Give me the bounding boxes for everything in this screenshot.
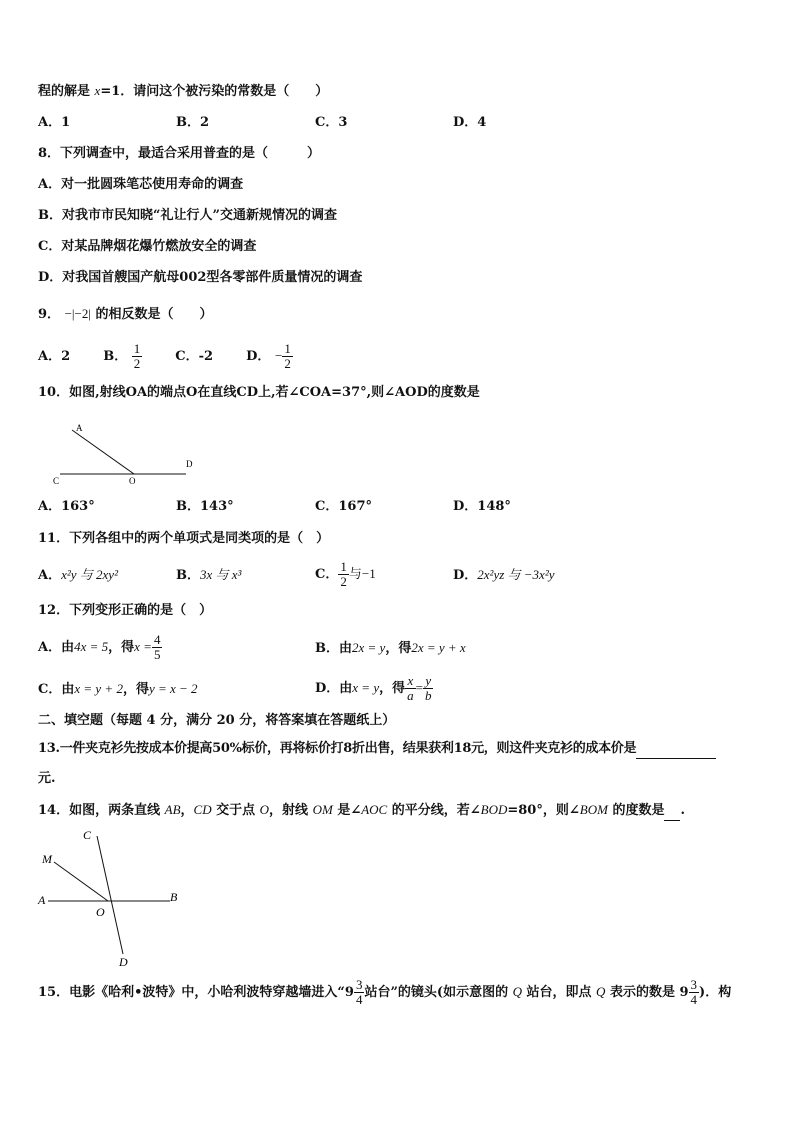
q15-fraction-2: $\frac{3}{4}$ (690, 977, 698, 1007)
q14-label-m: M (42, 852, 52, 866)
q11-stem: 11．下列各组中的两个单项式是同类项的是（ ） (38, 531, 330, 546)
q14-ray-om (54, 862, 108, 901)
q7-option-b: B．2 (176, 115, 210, 130)
q9-option-d-fraction: $\frac{1}{2}$ (284, 341, 291, 371)
q7-option-c: C．3 (315, 115, 348, 130)
q11-option-c-fraction: $\frac{1}{2}$ (340, 559, 347, 589)
q10-ray-oa (72, 430, 134, 474)
q12-option-d-fraction-1: $\frac{x}{a}$ (407, 673, 414, 703)
q10-option-b: B．143° (176, 499, 234, 514)
q10-label-a: A (76, 423, 83, 433)
q10-figure (50, 418, 200, 488)
q8-option-c: C．对某品牌烟花爆竹燃放安全的调查 (38, 239, 257, 254)
q9-stem: 9． −|−2| 的相反数是（ ） (38, 306, 213, 322)
q7-option-a: A．1 (38, 115, 71, 130)
q10-option-d: D．148° (453, 499, 511, 514)
q9-options: A．2 B． $\frac{1}{2}$ C．-2 D． − $\frac{1}{2}$ (38, 341, 291, 371)
q13-answer-blank[interactable] (636, 740, 716, 759)
q11-option-c: C． $\frac{1}{2}$ 与−1 (315, 559, 376, 589)
q13-stem: 13.一件夹克衫先按成本价提高50%标价，再将标价打8折出售，结果获利18元，则这件夹克衫的成本价是 (38, 740, 716, 759)
q12-option-a-fraction: $\frac{4}{5}$ (153, 632, 161, 662)
q10-option-a: A．163° (38, 499, 95, 514)
q12-option-d: D．由x = y，得 $\frac{x}{a}$ = $\frac{y}{b}$ (315, 673, 432, 703)
q7-option-d: D．4 (453, 115, 487, 130)
q11-option-b: B．3x 与 x³ (176, 567, 242, 583)
q13-stem-end: 元. (38, 771, 56, 786)
q8-stem: 8．下列调查中，最适合采用普查的是（ ） (38, 146, 321, 161)
q10-label-o: O (129, 476, 136, 486)
q15-fraction-1: $\frac{3}{4}$ (355, 977, 363, 1007)
q9-option-b-fraction: $\frac{1}{2}$ (133, 341, 141, 371)
q8-option-b: B．对我市市民知晓“礼让行人”交通新规情况的调查 (38, 208, 337, 223)
q14-answer-blank[interactable] (664, 802, 680, 821)
q8-option-a: A．对一批圆珠笔芯使用寿命的调查 (38, 177, 244, 192)
q10-label-d: D (186, 459, 193, 469)
q14-stem: 14．如图，两条直线 AB，CD 交于点 O，射线 OM 是∠AOC 的平分线，若∠BOD=80°，则∠BOM 的度数是 . (38, 801, 685, 821)
q7-stem: 程的解是 x=1．请问这个被污染的常数是（ ） (38, 83, 329, 99)
q12-stem: 12．下列变形正确的是（ ） (38, 603, 213, 618)
q12-option-d-fraction-2: $\frac{y}{b}$ (424, 673, 432, 703)
section-2-heading: 二、填空题（每题 4 分，满分 20 分，将答案填在答题纸上） (38, 713, 396, 728)
q12-option-b: B．由2x = y，得2x = y + x (315, 640, 466, 656)
q15-stem: 15．电影《哈利•波特》中，小哈利波特穿越墙进入“9 $\frac{3}{4}$ 站台”的镜头(如示意图的 Q 站台，即点 Q 表示的数是 9 $\frac{3}{4}$ )．构 (38, 977, 732, 1007)
q14-figure (36, 826, 186, 968)
q11-option-a: A．x²y 与 2xy² (38, 567, 118, 583)
q12-option-c: C．由x = y + 2，得y = x − 2 (38, 681, 198, 697)
q10-option-c: C．167° (315, 499, 372, 514)
q10-label-c: C (53, 476, 60, 486)
q14-label-b: B (170, 890, 178, 904)
q14-label-o: O (96, 905, 105, 919)
q14-label-c: C (83, 828, 92, 842)
q14-label-a: A (38, 893, 46, 907)
q11-option-d: D．2x²yz 与 −3x²y (453, 567, 555, 583)
q14-label-d: D (119, 955, 128, 968)
q12-option-a: A．由4x = 5，得x = $\frac{4}{5}$ (38, 632, 161, 662)
q8-option-d: D．对我国首艘国产航母002型各零部件质量情况的调查 (38, 270, 363, 285)
q10-stem: 10．如图,射线OA的端点O在直线CD上,若∠COA=37°,则∠AOD的度数是 (38, 385, 480, 400)
q14-line-cd (97, 836, 123, 954)
